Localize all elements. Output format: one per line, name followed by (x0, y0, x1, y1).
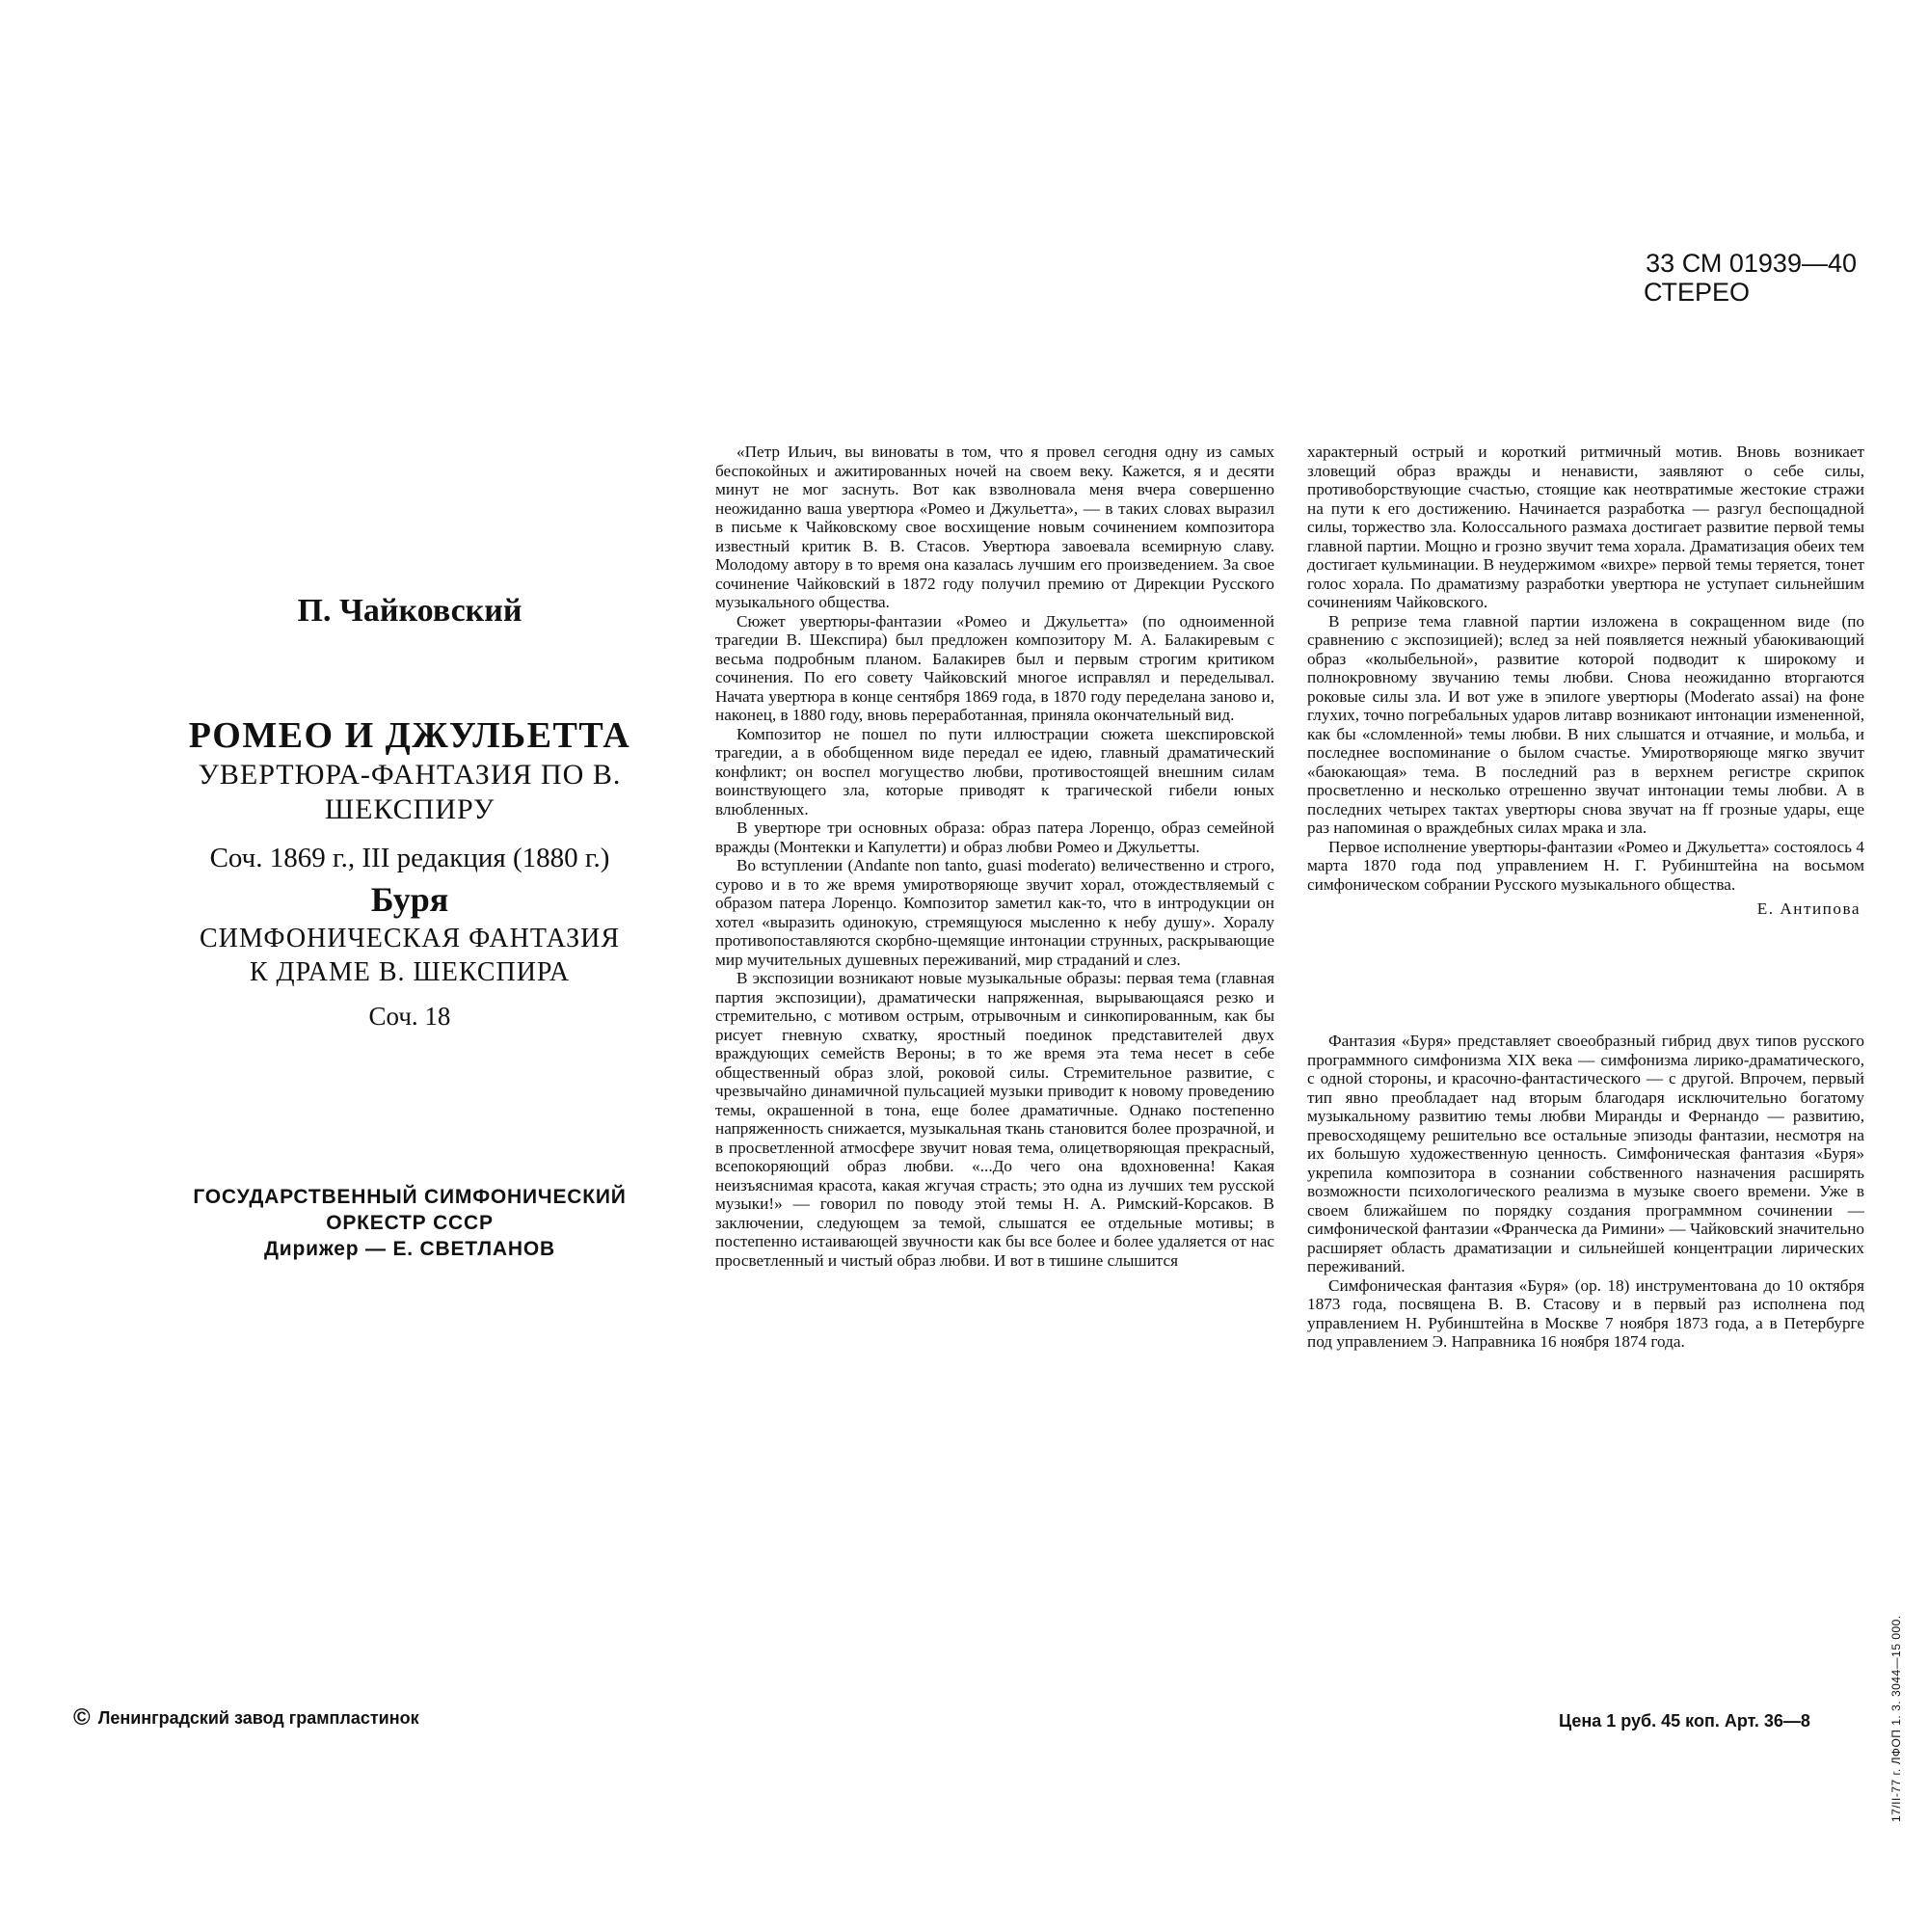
publisher-name: Ленинградский завод грампластинок (97, 1707, 419, 1728)
price-info: Цена 1 руб. 45 коп. Арт. 36—8 (1559, 1711, 1810, 1731)
stereo-label: СТЕРЕО (1643, 278, 1751, 307)
romeo-title: РОМЕО И ДЖУЛЬЕТТА (188, 715, 631, 756)
catalog-info (1523, 249, 1870, 307)
print-info-vertical (1889, 1543, 1903, 1822)
burya-opus: Соч. 18 (368, 1002, 451, 1031)
romeo-subtitle: УВЕРТЮРА-ФАНТАЗИЯ ПО В. ШЕКСПИРУ (198, 759, 622, 825)
article-romeo-column1 (715, 443, 1274, 1270)
publisher-footer (73, 1706, 419, 1730)
conductor-line: Дирижер — Е. СВЕТЛАНОВ (264, 1238, 555, 1260)
article-paragraph: Первое исполнение увертюры-фантазии «Ромео и Джульетта» состоялось 4 марта 1870 года под управлением Н. Г. Рубинштейна на восьмом симфоническом собрании Русского музыкального общества. (1307, 837, 1864, 894)
orchestra-line1: ГОСУДАРСТВЕННЫЙ СИМФОНИЧЕСКИЙ (193, 1186, 627, 1208)
article-paragraph: Симфоническая фантазия «Буря» (ор. 18) инструментована до 10 октября 1873 года, посвящена В. В. Стасову и в первый раз исполнена под управлением Н. Рубинштейна в Москве 7 ноября 1873 года, а в Петербурге под управлением Э. Направника 16 ноября 1874 года. (1307, 1275, 1864, 1351)
catalog-number: 33 СМ 01939—40 (1646, 249, 1857, 278)
author-signature: Е. Антипова (1756, 899, 1861, 918)
romeo-title-block (125, 713, 694, 875)
article-burya (1307, 1032, 1864, 1352)
burya-title: Буря (370, 880, 449, 919)
composer-name: П. Чайковский (297, 593, 522, 629)
article-paragraph: В увертюре три основных образа: образ патера Лоренцо, образ семейной вражды (Монтекки и Капулетти) и образ любви Ромео и Джульетты. (715, 818, 1274, 856)
burya-subtitle-line1: СИМФОНИЧЕСКАЯ ФАНТАЗИЯ (199, 924, 621, 953)
article-paragraph: В экспозиции возникают новые музыкальные образы: первая тема (главная партия экспозиции), драматически напряженная, вырывающаяся резко и стремительно, с мотивом острым, отрывочным и синкопированным, как бы рисует гневную схватку, яростный поединок представителей двух враждующих семейств Вероны; в то же время эта тема несет в себе общественный образ злой, роковой силы. Стремительное развитие, с чрезвычайно динамичной пульсацией музыки приводит к новому проведению темы, окрашенной в тона, еще более драматичные. Однако постепенно напряженность снижается, музыкальная ткань становится более прозрачной, и в просветленной атмосфере звучит новая тема, олицетворяющая прекрасный, всепокоряющий образ любви. «...До чего она вдохновенна! Какая неизъяснимая красота, какая жгучая страсть; это одна из лучших тем русской музыки!» — говорил по поводу этой темы Н. А. Римский-Корсаков. В заключении, следующем за темой, слышатся ее отдельные мотивы; в постепенно истаивающей звучности как бы все более и более удаляется от нас просветленный и чистый образ любви. И вот в тишине слышится (715, 969, 1274, 1270)
article-paragraph: Сюжет увертюры-фантазии «Ромео и Джульетта» (по одноименной трагедии В. Шекспира) был предложен композитору М. А. Балакиревым с весьма подробным планом. Балакирев был и первым строгим критиком сочинения. По его совету Чайковский многое исправлял и переделывал. Начата увертюра в конце сентября 1869 года, в 1870 году переделана заново и, наконец, в 1880 году, вновь переработанная, приняла окончательный вид. (715, 611, 1274, 724)
article-paragraph: Во вступлении (Andante non tanto, guasi moderato) величественно и строго, сурово и в то же время умиротворяюще звучит хорал, отождествляемый с образом патера Лоренцо. Композитор заметил как-то, что в интродукции он хотел «выразить одинокую, стремящуюся мысленно к небу душу». Хоралу противопоставляются скорбно-щемящие интонации струнных, раскрывающие мир мучительных душевных переживаний, мир страданий и слез. (715, 856, 1274, 969)
copyright-icon: © (73, 1704, 91, 1731)
article-paragraph: В репризе тема главной партии изложена в сокращенном виде (по сравнению с экспозицией); вслед за ней появляется нежный убаюкивающий образ «колыбельной», развитие которой подводит к широкому и полнокровному звучанию темы любви. Снова неожиданно вторгаются роковые силы зла. И вот уже в эпилоге увертюры (Moderato assai) на фоне глухих, точно погребальных ударов литавр возникают интонации измененной, как бы «сломленной» темы любви. В них слышатся и отчаяние, и мольба, и последнее воспоминание о былом счастье. Умиротворяюще мягко звучит «баюкающая» тема. В последний раз в верхнем регистре скрипок просветленно и несколько отрешенно звучат интонации темы любви. А в последних четырех тактах увертюры снова звучат на ff грозные удары, еще раз напоминая о враждебных силах мрака и зла. (1307, 611, 1864, 837)
article-paragraph: характерный острый и короткий ритмичный мотив. Вновь возникает зловещий образ вражды и ненависти, заявляют о себе силы, противоборствующие счастью, стоящие как неотвратимые жестокие стражи на пути к его достижению. Начинается разработка — разгул беспощадной силы, торжество зла. Колоссального размаха достигает развитие первой темы главной партии. Мощно и грозно звучит тема хорала. Драматизация обеих тем достигает кульминации. В неудержимом «вихре» первой темы теряется, тонет голос хорала. По драматизму разработки увертюра не уступает сильнейшим сочинениям Чайковского. (1307, 443, 1864, 611)
article-romeo-column2 (1307, 443, 1864, 919)
print-info-text: 17/II-77 г. ЛФОП 1. 3. 3044—15 000. (1889, 1615, 1903, 1822)
performers-block (125, 1184, 694, 1262)
burya-subtitle-line2: К ДРАМЕ В. ШЕКСПИРА (249, 957, 571, 987)
orchestra-line2: ОРКЕСТР СССР (326, 1212, 494, 1234)
article-paragraph: Фантазия «Буря» представляет своеобразный гибрид двух типов русского программного симфонизма XIX века — симфонизма лирико-драматического, с одной стороны, и красочно-фантастического — с другой. Впрочем, первый тип явно преобладает над вторым благодаря исключительно богатому музыкальному развитию темы любви Миранды и Фернандо — развитию, превосходящему решительно все остальные эпизоды фантазии, несмотря на их большую художественную ценность. Симфоническая фантазия «Буря» укрепила композитора в сознании собственного назначения расширять возможности психологического реализма в музыке своего времени. Уже в своем ближайшем по порядку создания программном сочинении — симфонической фантазии «Франческа да Римини» — Чайковский значительно расширяет область драматизации и сильнейшей концентрации лирических переживаний. (1307, 1032, 1864, 1275)
article-paragraph: Композитор не пошел по пути иллюстрации сюжета шекспировской трагедии, а в обобщенном виде передал ее идею, главный драматический конфликт; он воспел могущество любви, противостоящей внешним силам воинствующего зла, которые приводят к трагической гибели юных влюбленных. (715, 724, 1274, 818)
romeo-opus: Соч. 1869 г., III редакция (1880 г.) (209, 843, 610, 873)
burya-title-block (125, 879, 694, 1032)
article-paragraph: «Петр Ильич, вы виноваты в том, что я провел сегодня одну из самых беспокойных и ажитированных ночей на своем веку. Кажется, я и десяти минут не мог заснуть. Вот как взволновала меня вчера совершенно неожиданно ваша увертюра «Ромео и Джульетта», — в таких словах выразил в письме к Чайковскому свое восхищение новым сочинением композитора известный критик В. В. Стасов. Увертюра завоевала всемирную славу. Молодому автору в то время она казалась лучшим его произведением. За свое сочинение Чайковский в 1872 году получил премию от Дирекции Русского музыкального общества. (715, 443, 1274, 611)
